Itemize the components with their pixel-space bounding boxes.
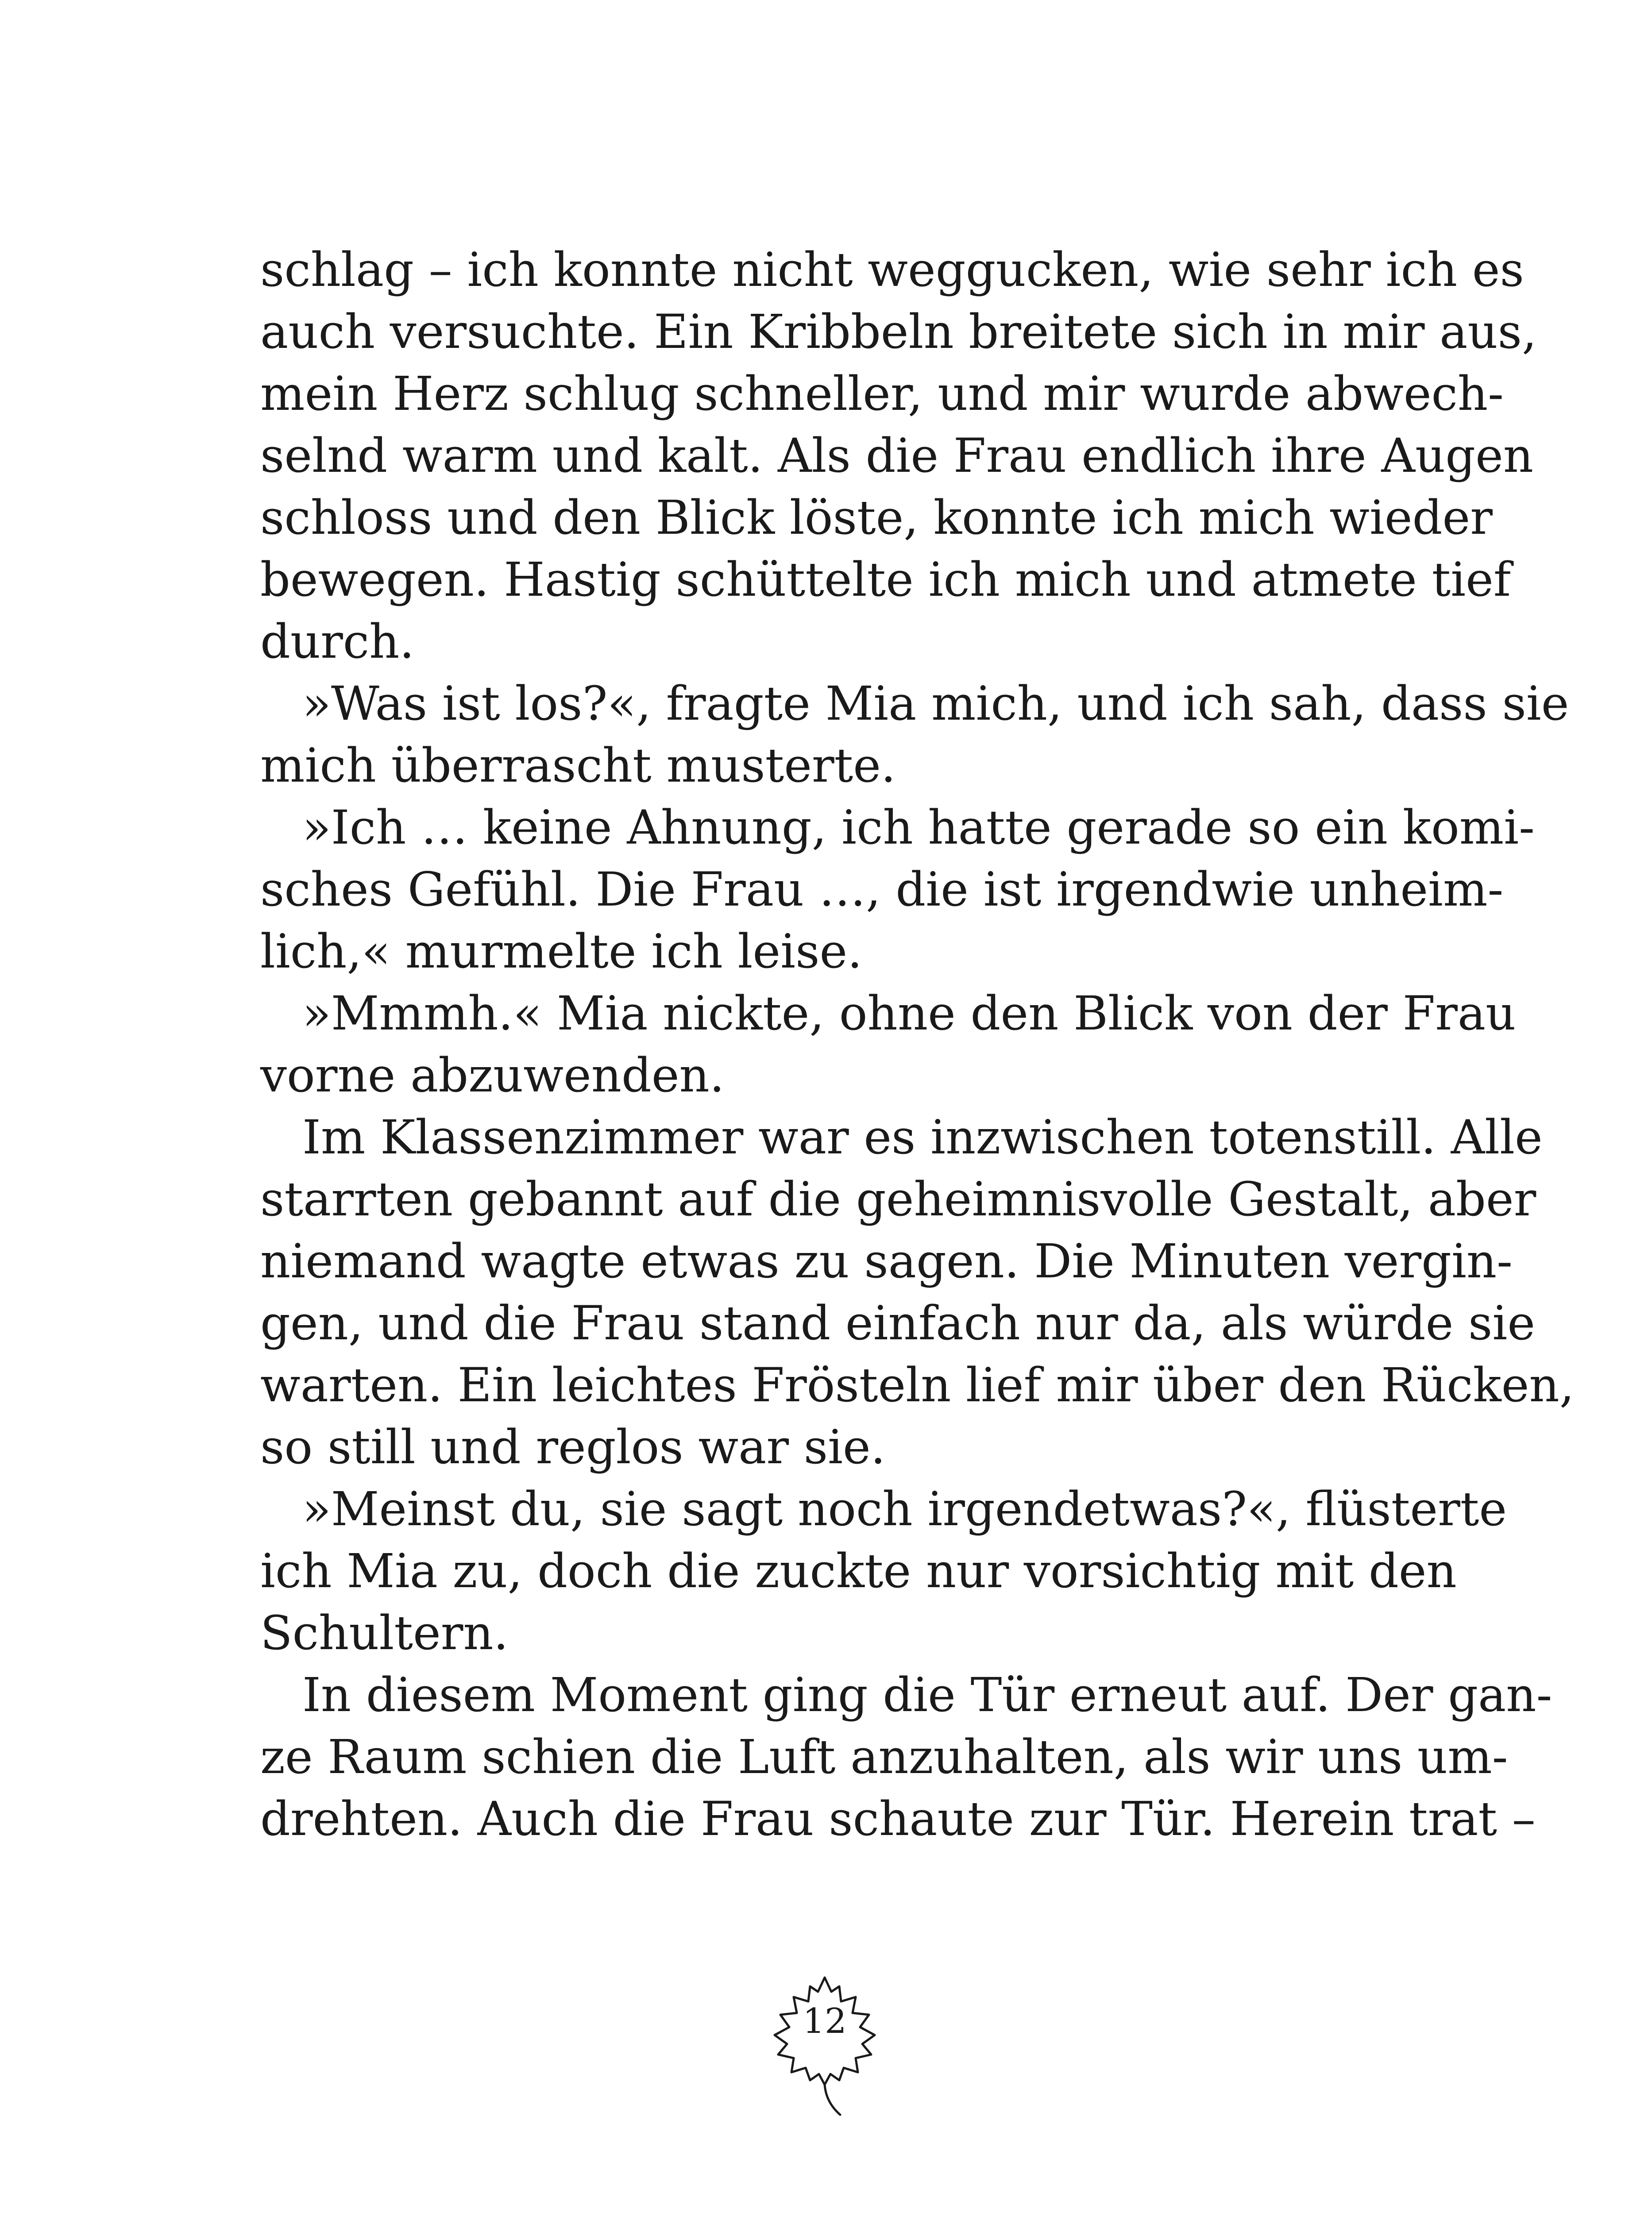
text-line: Im Klassenzimmer war es inzwischen totenstill. Alle — [302, 1110, 1543, 1164]
text-line: mich überrascht musterte. — [260, 738, 896, 793]
text-line: schloss und den Blick löste, konnte ich mich wieder — [260, 490, 1493, 545]
maple-leaf-icon — [765, 1974, 884, 2120]
text-line: sches Gefühl. Die Frau …, die ist irgendwie unheim- — [260, 862, 1504, 917]
text-line: bewegen. Hastig schüttelte ich mich und atmete tief — [260, 552, 1511, 607]
text-line: auch versuchte. Ein Kribbeln breitete sich in mir aus, — [260, 305, 1537, 359]
page-number: 12 — [803, 2001, 847, 2041]
text-line: selnd warm und kalt. Als die Frau endlich ihre Augen — [260, 428, 1534, 483]
text-line: drehten. Auch die Frau schaute zur Tür. Herein trat – — [260, 1792, 1536, 1846]
paragraph — [260, 1664, 1552, 1850]
paragraph — [260, 983, 1516, 1106]
text-line: ich Mia zu, doch die zuckte nur vorsichtig mit den — [260, 1544, 1457, 1598]
page-folio — [765, 1974, 884, 2120]
text-line: warten. Ein leichtes Frösteln lief mir über den Rücken, — [260, 1358, 1575, 1412]
paragraph — [260, 239, 1537, 673]
text-line: vorne abzuwenden. — [260, 1048, 725, 1103]
text-line: starrten gebannt auf die geheimnisvolle Gestalt, aber — [260, 1172, 1536, 1226]
text-line: so still und reglos war sie. — [260, 1420, 886, 1474]
paragraph — [260, 673, 1569, 797]
text-line: »Was ist los?«, fragte Mia mich, und ich sah, dass sie — [302, 676, 1569, 731]
paragraph — [260, 1478, 1507, 1664]
text-line: »Meinst du, sie sagt noch irgendetwas?«, flüsterte — [302, 1482, 1507, 1536]
text-line: mein Herz schlug schneller, und mir wurde abwech- — [260, 366, 1504, 421]
text-line: Schultern. — [260, 1606, 509, 1660]
paragraph — [260, 797, 1535, 983]
text-line: In diesem Moment ging die Tür erneut auf. Der gan- — [302, 1668, 1552, 1722]
text-line: gen, und die Frau stand einfach nur da, als würde sie — [260, 1296, 1536, 1350]
text-line: niemand wagte etwas zu sagen. Die Minuten vergin- — [260, 1234, 1513, 1288]
text-line: schlag – ich konnte nicht weggucken, wie sehr ich es — [260, 243, 1524, 297]
text-line: »Mmmh.« Mia nickte, ohne den Blick von der Frau — [302, 986, 1516, 1041]
text-line: durch. — [260, 614, 415, 669]
text-line: lich,« murmelte ich leise. — [260, 924, 862, 979]
text-line: »Ich … keine Ahnung, ich hatte gerade so ein komi- — [302, 800, 1535, 855]
paragraph — [260, 1106, 1575, 1478]
body-text — [260, 239, 1575, 1850]
text-line: ze Raum schien die Luft anzuhalten, als wir uns um- — [260, 1730, 1508, 1784]
